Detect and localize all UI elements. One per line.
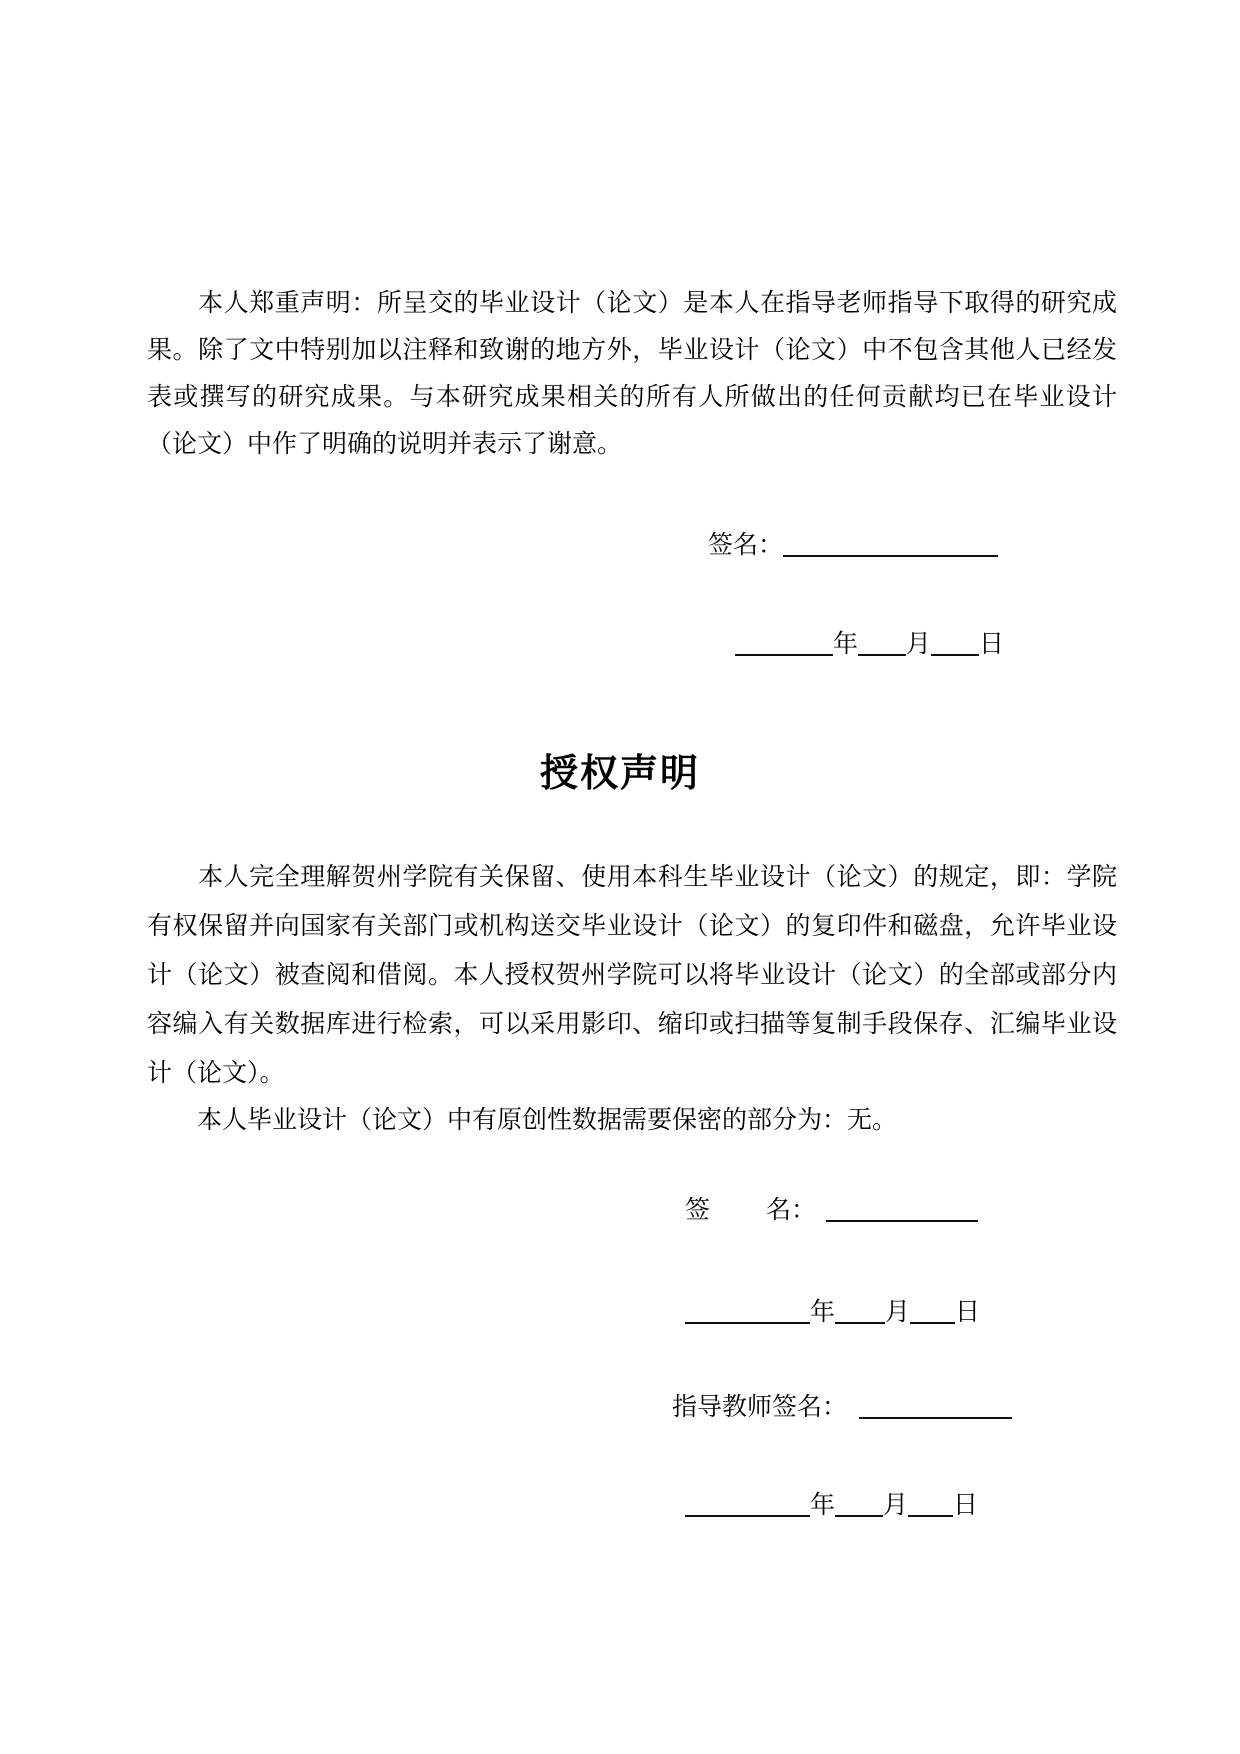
day-label: 日 <box>953 1492 979 1519</box>
text-line: 本人完全理解贺州学院有关保留、使用本科生毕业设计（论文）的规定，即：学院 <box>147 864 1117 891</box>
day-label: 日 <box>979 631 1005 658</box>
year-label: 年 <box>810 1492 836 1519</box>
text-line: 计（论文）被查阅和借阅。本人授权贺州学院可以将毕业设计（论文）的全部或部分内 <box>147 962 1117 989</box>
advisor-signature-blank-line <box>859 1417 1012 1419</box>
year-label: 年 <box>810 1299 836 1326</box>
day-blank-line <box>908 1515 953 1517</box>
month-blank-line <box>858 654 906 656</box>
text-line: 果。除了文中特别加以注释和致谢的地方外，毕业设计（论文）中不包含其他人已经发 <box>147 337 1117 364</box>
day-label: 日 <box>955 1299 981 1326</box>
advisor-signature-line <box>672 1392 1012 1423</box>
signature-label-char: 签 <box>685 1197 711 1224</box>
text-line: 本人郑重声明：所呈交的毕业设计（论文）是本人在指导老师指导下取得的研究成 <box>147 290 1117 317</box>
month-blank-line <box>835 1515 883 1517</box>
signature-label-rest: 名： <box>766 1197 817 1224</box>
month-blank-line <box>835 1322 885 1324</box>
advisor-signature-label: 指导教师签名： <box>672 1394 848 1421</box>
year-blank-line <box>685 1515 810 1517</box>
signature-blank-line <box>783 555 998 557</box>
day-blank-line <box>910 1322 955 1324</box>
declaration-date-line <box>735 629 1004 660</box>
year-blank-line <box>685 1322 810 1324</box>
signature-blank-line <box>826 1220 978 1222</box>
year-blank-line <box>735 654 833 656</box>
declaration-signature-line <box>708 530 998 561</box>
text-line: 有权保留并向国家有关部门或机构送交毕业设计（论文）的复印件和磁盘，允许毕业设 <box>147 913 1117 940</box>
authorization-date-line <box>685 1297 980 1328</box>
text-line: （论文）中作了明确的说明并表示了谢意。 <box>147 431 623 458</box>
text-line: 本人毕业设计（论文）中有原创性数据需要保密的部分为：无。 <box>147 1107 898 1134</box>
month-label: 月 <box>906 631 932 658</box>
month-label: 月 <box>885 1299 911 1326</box>
text-line: 容编入有关数据库进行检索，可以采用影印、缩印或扫描等复制手段保存、汇编毕业设 <box>147 1011 1117 1038</box>
year-label: 年 <box>833 631 859 658</box>
signature-label: 签名： <box>708 532 784 559</box>
authorization-title: 授权声明 <box>539 753 700 795</box>
declaration-paragraph <box>147 280 1117 468</box>
month-label: 月 <box>883 1492 909 1519</box>
advisor-date-line <box>685 1490 978 1521</box>
text-line: 计（论文）。 <box>147 1060 285 1087</box>
authorization-paragraph <box>147 853 1117 1098</box>
text-line: 表或撰写的研究成果。与本研究成果相关的所有人所做出的任何贡献均已在毕业设计 <box>147 384 1117 411</box>
authorization-signature-line <box>685 1195 978 1226</box>
confidentiality-note <box>147 1097 1117 1144</box>
day-blank-line <box>931 654 979 656</box>
